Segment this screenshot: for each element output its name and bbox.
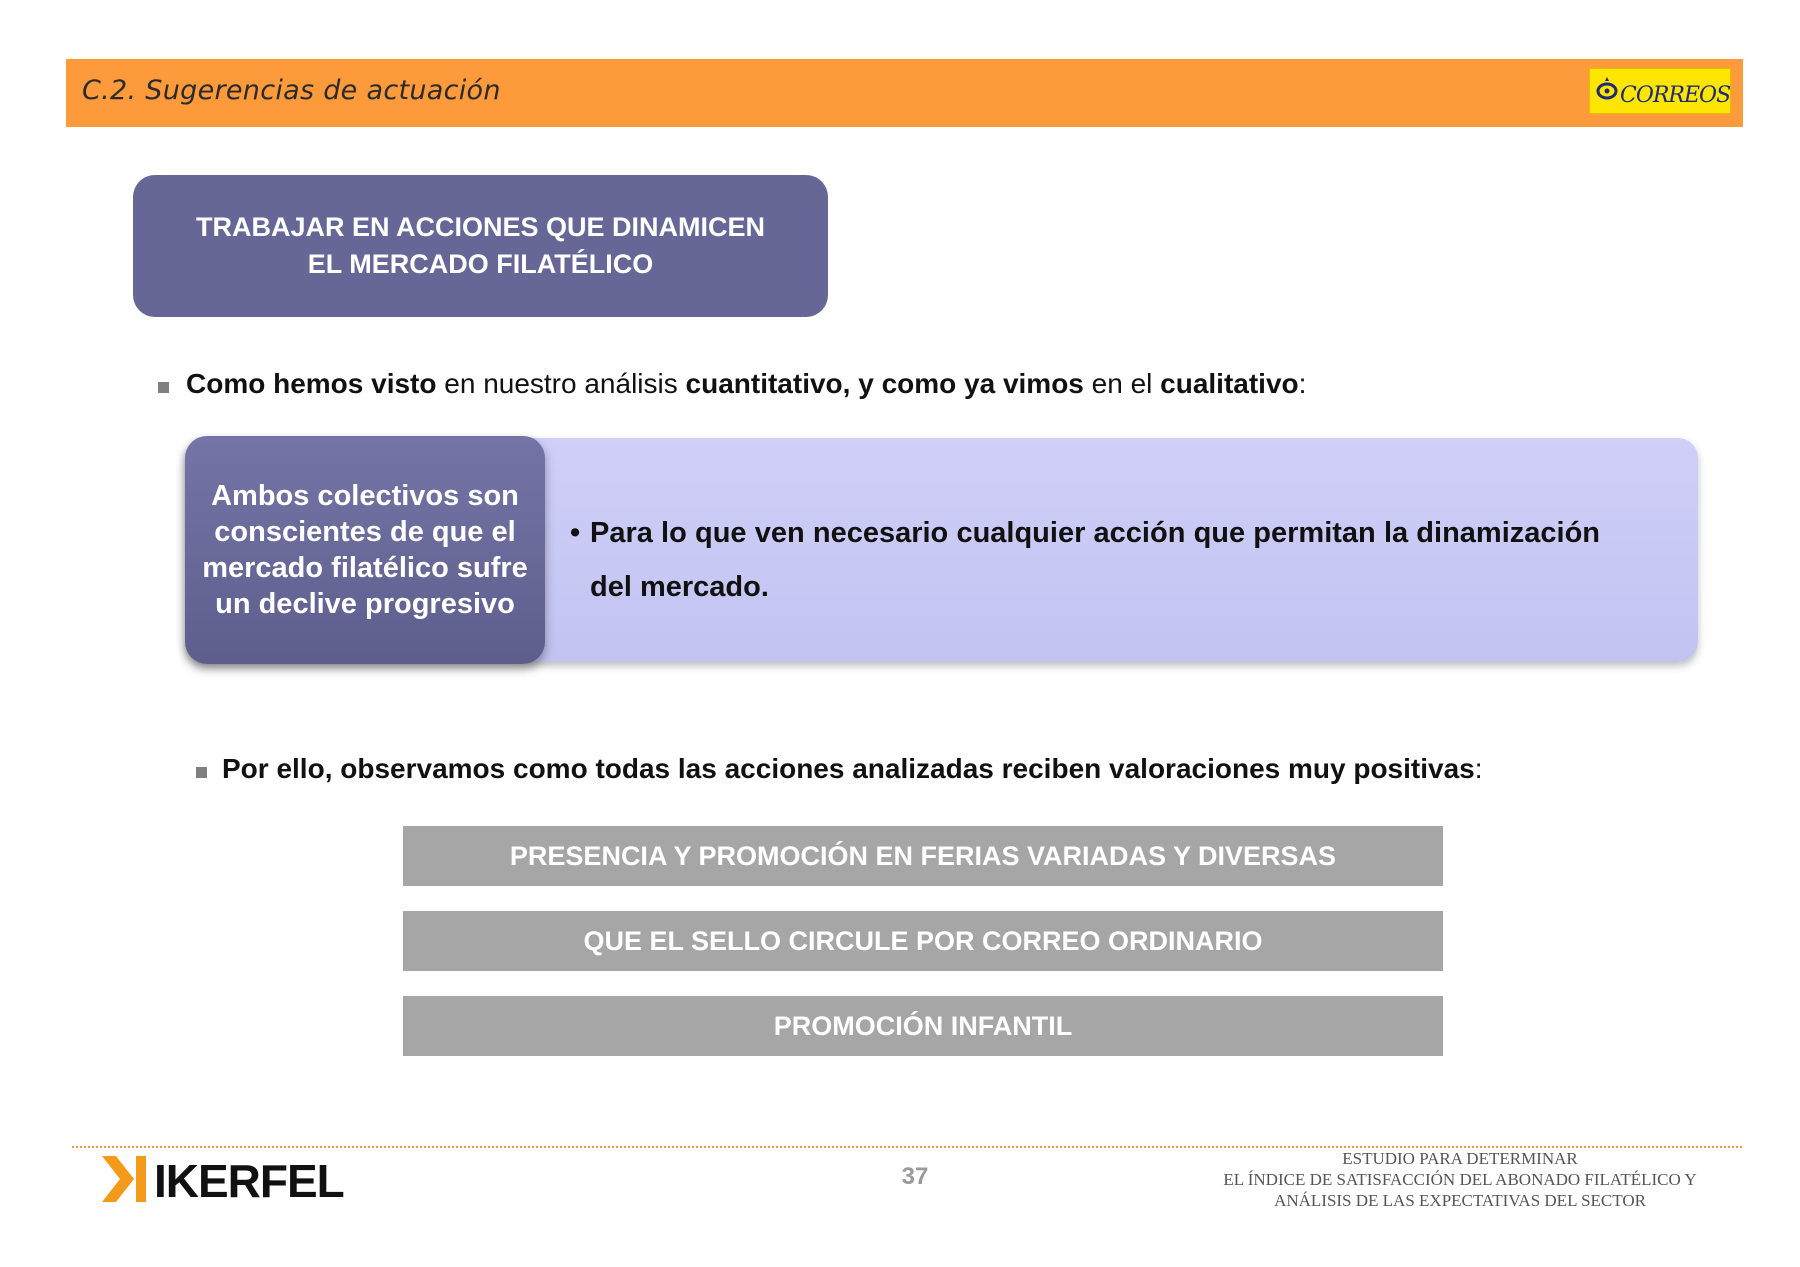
callout-label — [185, 436, 545, 664]
bullet1-part-2: en nuestro análisis — [436, 368, 686, 399]
bullet-square-icon — [196, 767, 207, 778]
footer-study-line2: EL ÍNDICE DE SATISFACCIÓN DEL ABONADO FILATÉLICO Y — [1223, 1170, 1697, 1189]
callout-body: Para lo que ven necesario cualquier acción que permitan la dinamización del mercado. — [590, 517, 1600, 603]
page-number: 37 — [901, 1163, 929, 1190]
action-item-ferias: PRESENCIA Y PROMOCIÓN EN FERIAS VARIADAS Y DIVERSAS — [403, 826, 1443, 886]
footer-study-line1: ESTUDIO PARA DETERMINAR — [1342, 1149, 1578, 1168]
action-item-correo-ordinario: QUE EL SELLO CIRCULE POR CORREO ORDINARIO — [403, 911, 1443, 971]
title-box: TRABAJAR EN ACCIONES QUE DINAMICEN EL MERCADO FILATÉLICO — [133, 175, 828, 317]
bullet1-part-5: cualitativo — [1160, 368, 1299, 399]
correos-logo-text: CORREOS — [1620, 83, 1731, 108]
bullet-cuantitativo — [186, 368, 1306, 400]
bullet1-part-6: : — [1298, 368, 1307, 399]
footer-study-title — [1170, 1148, 1750, 1211]
bullet-dot-icon: • — [570, 517, 581, 549]
callout-label-text: Ambos colectivos son conscientes de que el mercado filatélico sufre un declive progresivo — [202, 480, 528, 620]
ikerfel-arrow-icon — [102, 1154, 148, 1204]
correos-logo — [1589, 68, 1731, 114]
bullet1-part-1: Como hemos visto — [186, 368, 437, 399]
ikerfel-logo-text: IKERFEL — [154, 1155, 344, 1207]
page-title: C.2. Sugerencias de actuación — [82, 75, 501, 106]
ikerfel-logo — [102, 1150, 362, 1206]
bullet-por-ello — [222, 753, 1483, 785]
callout-text — [570, 506, 1600, 614]
action-item-promocion-infantil: PROMOCIÓN INFANTIL — [403, 996, 1443, 1056]
bullet1-part-4: en el — [1083, 368, 1161, 399]
bullet1-part-3: cuantitativo, y como ya vimos — [685, 368, 1084, 399]
footer-study-line3: ANÁLISIS DE LAS EXPECTATIVAS DEL SECTOR — [1274, 1191, 1646, 1210]
bullet-square-icon — [158, 382, 169, 393]
header-bar — [66, 59, 1743, 127]
bullet2-tail: : — [1474, 753, 1483, 784]
bullet2-bold: Por ello, observamos como todas las acciones analizadas reciben valoraciones muy positivas — [222, 753, 1475, 784]
post-horn-icon — [1596, 75, 1618, 103]
